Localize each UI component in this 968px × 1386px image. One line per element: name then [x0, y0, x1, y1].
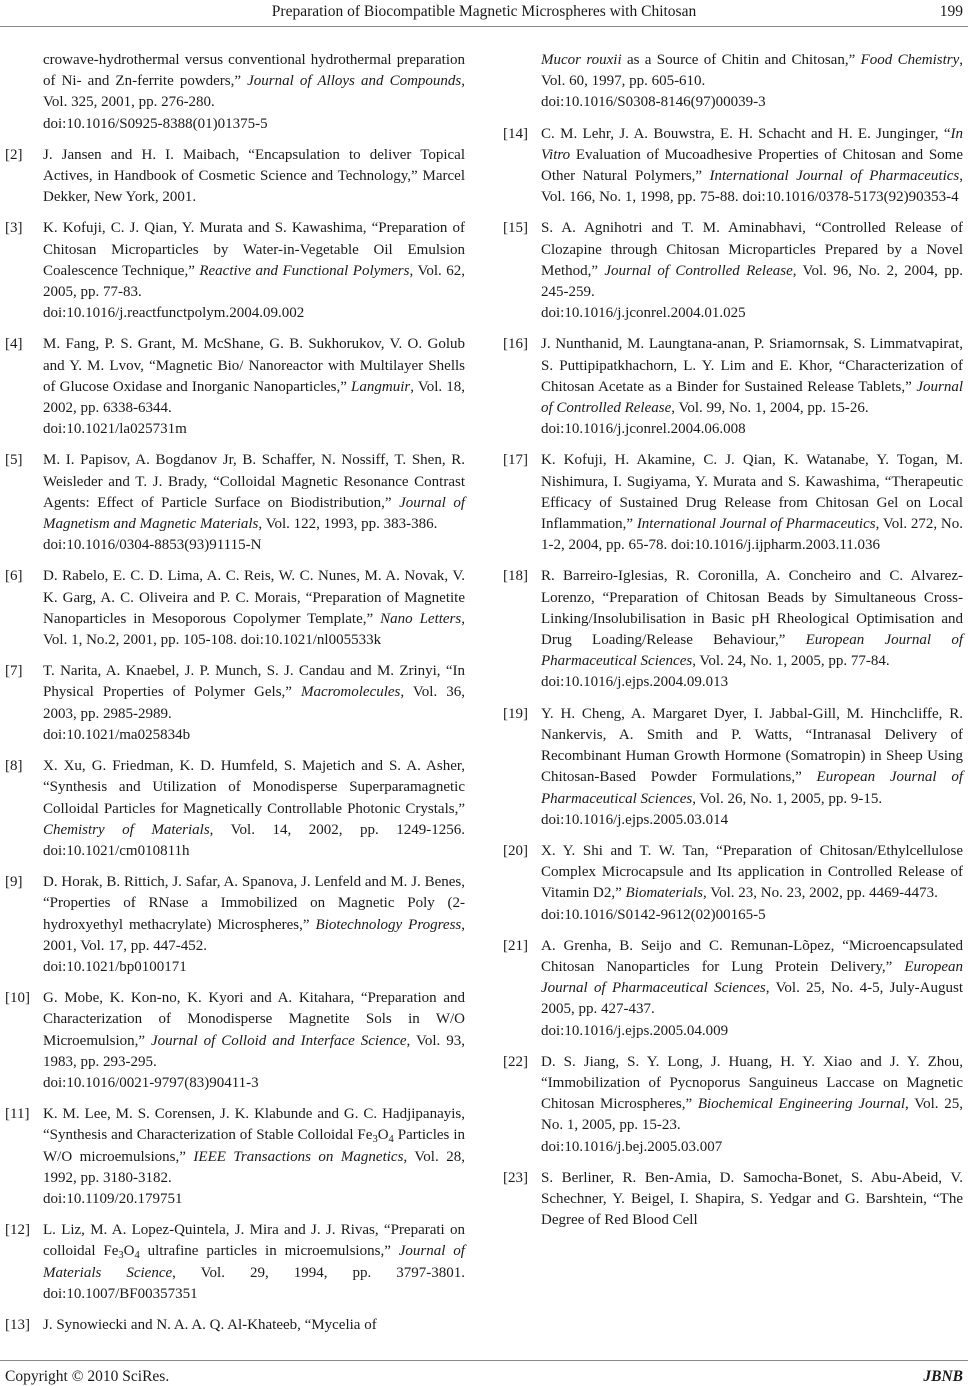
reference-number: [11]	[5, 1106, 30, 1123]
reference-text: , Vol. 28, 1992, pp. 3180-3182.	[43, 1148, 465, 1186]
reference-text: , Vol. 122, 1993, pp. 383-386.	[258, 516, 438, 533]
subscript: 4	[388, 1134, 394, 1146]
reference-number: [3]	[5, 220, 23, 237]
reference-entry	[5, 145, 465, 209]
reference-text: D. Rabelo, E. C. D. Lima, A. C. Reis, W. C. Nunes, M. A. Novak, V. K. Garg, A. C. Oliveira and P. C. Morais, “Preparation of Magnetite Nanoparticles in Mesoporous Copolymer Template,”	[43, 568, 465, 627]
reference-number: [4]	[5, 336, 23, 353]
copyright-notice: Copyright © 2010 SciRes.	[5, 1368, 170, 1385]
reference-number: [23]	[503, 1169, 528, 1186]
journal-title: European Journal of Pharmaceutical Sciences	[541, 632, 963, 670]
reference-body	[43, 758, 465, 859]
reference-doi[interactable]: doi:10.1016/j.ejps.2005.04.009	[541, 1022, 729, 1039]
reference-text: X. Xu, G. Friedman, K. D. Humfeld, S. Majetich and S. A. Asher, “Synthesis and Utilization of Monodisperse Superparamagnetic Colloidal Particles for Magnetically Controllable Photonic Crystals,”	[43, 758, 465, 817]
reference-text: C. M. Lehr, J. A. Bouwstra, E. H. Schacht and H. E. Junginger, “	[541, 125, 951, 142]
reference-body	[541, 220, 963, 300]
reference-body	[541, 568, 963, 669]
reference-number: [10]	[5, 990, 30, 1007]
reference-body	[541, 52, 963, 89]
reference-body	[541, 843, 963, 901]
reference-doi[interactable]: doi:10.1016/0021-9797(83)90411-3	[43, 1074, 259, 1091]
reference-text: , Vol. 62, 2005, pp. 77-83.	[43, 262, 466, 301]
reference-text: L. Liz, M. A. Lopez-Quintela, J. Mira and J. J. Rivas, “Preparati on colloidal Fe	[43, 1222, 465, 1260]
reference-entry	[5, 1220, 465, 1305]
reference-text: J. Jansen and H. I. Maibach, “Encapsulation to deliver Topical Actives, in Handbook of Cosmetic Science and Technology,” Marcel Dekker, New York, 2001.	[43, 146, 465, 206]
reference-number: [9]	[5, 874, 23, 891]
left-column	[5, 50, 465, 1346]
reference-body	[43, 990, 465, 1070]
reference-body	[541, 126, 963, 206]
reference-number: [19]	[503, 705, 528, 722]
reference-body	[43, 568, 465, 648]
reference-body	[43, 874, 465, 954]
journal-title: Chemistry of Materials	[43, 821, 210, 838]
reference-continuation	[503, 50, 963, 114]
reference-number: [14]	[503, 125, 528, 142]
reference-doi[interactable]: doi:10.1021/la025731m	[43, 421, 187, 438]
journal-title: Biotechnology Progress	[315, 916, 462, 933]
reference-text: , Vol. 93, 1983, pp. 293-295.	[43, 1032, 465, 1070]
footer-rule	[0, 1360, 968, 1361]
reference-text: , Vol. 60, 1997, pp. 605-610.	[541, 52, 963, 90]
reference-number: [5]	[5, 452, 23, 469]
reference-text: X. Y. Shi and T. W. Tan, “Preparation of Chitosan/Ethylcellulose Complex Microcapsule and Its application in Controlled Release of Vitamin D2,”	[541, 842, 963, 902]
reference-entry	[5, 450, 465, 556]
reference-number: [21]	[503, 937, 528, 954]
reference-entry	[5, 661, 465, 746]
reference-number: [12]	[5, 1222, 30, 1239]
journal-title: Journal of Materials Science	[43, 1243, 465, 1281]
reference-entry	[5, 756, 465, 862]
reference-entry	[503, 841, 963, 926]
reference-body	[43, 147, 465, 205]
page-header	[0, 0, 968, 28]
journal-title: Reactive and Functional Polymers	[199, 262, 410, 279]
reference-text: T. Narita, A. Knaebel, J. P. Munch, S. J. Candau and M. Zrinyi, “In Physical Properties of Polymer Gels,”	[43, 663, 465, 701]
reference-text: G. Mobe, K. Kon-no, K. Kyori and A. Kitahara, “Preparation and Characterization of Monodisperse Magnetite Sols in W/O Microemulsion,”	[43, 990, 465, 1049]
journal-title: Journal of Controlled Release	[604, 262, 793, 279]
reference-doi[interactable]: doi:10.1016/j.ejps.2004.09.013	[541, 674, 729, 691]
reference-number: [2]	[5, 146, 23, 163]
reference-body	[541, 452, 963, 553]
reference-text: O	[123, 1243, 135, 1260]
reference-doi[interactable]: doi:10.1016/j.jconrel.2004.06.008	[541, 421, 746, 438]
running-title: Preparation of Biocompatible Magnetic Microspheres with Chitosan	[271, 3, 697, 20]
journal-abbreviation: JBNB	[923, 1368, 963, 1385]
reference-body	[43, 1222, 465, 1302]
reference-text: , Vol. 36, 2003, pp. 2985-2989.	[43, 684, 465, 722]
reference-doi[interactable]: doi:10.1016/j.bej.2005.03.007	[541, 1138, 723, 1155]
reference-text: as a Source of Chitin and Chitosan,”	[621, 52, 861, 68]
reference-text: Particles in W/O microemulsions,”	[43, 1127, 465, 1165]
reference-doi[interactable]: doi:10.1016/j.jconrel.2004.01.025	[541, 305, 746, 322]
reference-text: S. A. Agnihotri and T. M. Aminabhavi, “Controlled Release of Clozapine through Chitosan Microparticles Prepared by a Novel Method,”	[541, 220, 963, 279]
reference-number: [22]	[503, 1053, 528, 1070]
reference-entry	[503, 124, 963, 209]
journal-title: Macromolecules	[300, 684, 401, 701]
reference-number: [8]	[5, 758, 23, 775]
journal-title: IEEE Transactions on Magnetics	[193, 1148, 404, 1165]
journal-title: Food Chemistry	[860, 52, 960, 68]
reference-body	[541, 336, 963, 416]
reference-text: , Vol. 26, No. 1, 2005, pp. 9-15.	[692, 790, 883, 807]
reference-number: [6]	[5, 568, 23, 585]
reference-number: [7]	[5, 663, 23, 680]
subscript: 3	[118, 1250, 124, 1262]
subscript: 4	[134, 1250, 140, 1262]
reference-text: , Vol. 272, No. 1-2, 2004, pp. 65-78. doi:10.1016/j.ijpharm.2003.11.036	[541, 516, 963, 554]
reference-body	[541, 1170, 963, 1228]
subscript: 3	[372, 1134, 378, 1146]
header-rule	[0, 26, 968, 27]
reference-text: , Vol. 96, No. 2, 2004, pp. 245-259.	[541, 262, 963, 301]
reference-text: M. Fang, P. S. Grant, M. McShane, G. B. Sukhorukov, V. O. Golub and Y. M. Lvov, “Magnetic Bio/ Nanoreactor with Multilayer Shells of Glucose Oxidase and Inorganic Nanoparticles,”	[43, 336, 465, 395]
reference-text: crowave-hydrothermal versus conventional hydrothermal preparation of Ni- and Zn-ferrite powders,”	[43, 52, 465, 90]
journal-title: Journal of Controlled Release	[541, 378, 963, 417]
journal-title: In Vitro	[541, 125, 963, 163]
reference-doi[interactable]: doi:10.1016/0304-8853(93)91115-N	[43, 537, 262, 554]
reference-entry	[503, 566, 963, 693]
reference-entry	[5, 218, 465, 324]
journal-title: European Journal of Pharmaceutical Sciences	[541, 958, 963, 997]
reference-text: , Vol. 166, No. 1, 1998, pp. 75-88. doi:10.1016/0378-5173(92)90353-4	[541, 168, 963, 206]
reference-entry	[503, 450, 963, 556]
journal-title: European Journal of Pharmaceutical Sciences	[541, 769, 963, 807]
journal-title: Biomaterials	[625, 885, 703, 902]
reference-text: K. Kofuji, C. J. Qian, Y. Murata and S. Kawashima, “Preparation of Chitosan Microparticles by Water-in-Vegetable Oil Emulsion Coalescence Technique,”	[43, 220, 465, 279]
reference-entry	[5, 988, 465, 1094]
reference-doi[interactable]: doi:10.1016/S0142-9612(02)00165-5	[541, 906, 766, 923]
reference-text: , Vol. 99, No. 1, 2004, pp. 15-26.	[671, 400, 869, 417]
journal-title: Mucor rouxii	[541, 52, 622, 68]
reference-entry	[503, 704, 963, 831]
reference-text: , Vol. 325, 2001, pp. 276-280.	[43, 73, 465, 111]
reference-number: [18]	[503, 568, 528, 585]
reference-text: J. Synowiecki and N. A. A. Q. Al-Khateeb, “Mycelia of	[43, 1316, 377, 1333]
reference-body	[43, 1317, 377, 1333]
reference-text: , Vol. 25, No. 4-5, July-August 2005, pp. 427-437.	[541, 980, 963, 1018]
reference-text: , Vol. 18, 2002, pp. 6338-6344.	[43, 378, 466, 417]
reference-text: R. Barreiro-Iglesias, R. Coronilla, A. Concheiro and C. Alvarez-Lorenzo, “Preparation of Chitosan Beads by Simultaneous Cross-Linking/Insolubilisation in Basic pH Rheological Optimisation and Drug Loading/Release Behaviour,”	[541, 568, 963, 649]
reference-entry	[503, 936, 963, 1042]
reference-doi[interactable]: doi:10.1016/S0308-8146(97)00039-3	[541, 94, 766, 111]
reference-text: , Vol. 24, No. 1, 2005, pp. 77-84.	[692, 653, 890, 670]
reference-body	[43, 1106, 465, 1186]
reference-text: , Vol. 14, 2002, pp. 1249-1256. doi:10.1021/cm010811h	[43, 821, 465, 859]
reference-doi[interactable]: doi:10.1016/S0925-8388(01)01375-5	[43, 115, 268, 132]
reference-entry	[503, 1052, 963, 1158]
reference-entry	[5, 566, 465, 651]
reference-body	[43, 663, 465, 721]
reference-text: D. S. Jiang, S. Y. Long, J. Huang, H. Y. Xiao and J. Y. Zhou, “Immobilization of Pycnoporus Sanguineus Laccase on Magnetic Chitosan Microspheres,”	[541, 1053, 963, 1113]
reference-entry	[503, 334, 963, 440]
reference-doi[interactable]: doi:10.1021/bp0100171	[43, 958, 187, 975]
reference-body	[43, 452, 465, 532]
reference-entry	[5, 334, 465, 440]
reference-text: O	[377, 1127, 389, 1144]
reference-number: [13]	[5, 1316, 30, 1333]
reference-doi[interactable]: doi:10.1016/j.reactfunctpolym.2004.09.002	[43, 305, 305, 322]
right-column	[503, 50, 963, 1241]
reference-text: , Vol. 29, 1994, pp. 3797-3801. doi:10.1007/BF00357351	[43, 1264, 465, 1302]
reference-text: D. Horak, B. Rittich, J. Safar, A. Spanova, J. Lenfeld and M. J. Benes, “Properties of RNase a Immobilized on Magnetic Poly (2-hydroxyethyl methacrylate) Microspheres,”	[43, 874, 465, 933]
reference-number: [16]	[503, 336, 528, 353]
page-footer	[0, 1360, 968, 1386]
reference-number: [17]	[503, 452, 528, 469]
reference-number: [15]	[503, 220, 528, 237]
reference-entry	[5, 872, 465, 978]
reference-body	[541, 1054, 963, 1134]
reference-text: M. I. Papisov, A. Bogdanov Jr, B. Schaffer, N. Nossiff, T. Shen, R. Weisleder and T. J. Brady, “Colloidal Magnetic Resonance Contrast Agents: Effect of Particle Surface on Biodistribution,”	[43, 452, 465, 511]
reference-body	[43, 52, 465, 110]
reference-entry	[5, 1315, 465, 1336]
journal-title: International Journal of Pharmaceutics	[636, 516, 876, 533]
reference-doi[interactable]: doi:10.1016/j.ejps.2005.03.014	[541, 811, 729, 828]
reference-doi[interactable]: doi:10.1021/ma025834b	[43, 726, 191, 743]
reference-continuation	[5, 50, 465, 135]
reference-number: [20]	[503, 842, 528, 859]
reference-text: , Vol. 23, No. 23, 2002, pp. 4469-4473.	[703, 885, 938, 902]
reference-text: ultrafine particles in microemulsions,”	[139, 1243, 399, 1260]
reference-text: J. Nunthanid, M. Laungtana-anan, P. Sriamornsak, S. Limmatvapirat, S. Puttipipatkhachorn, L. Y. Lim and E. Khor, “Characterization of Chitosan Acetate as a Binder for Sustained Release Tablets,”	[541, 336, 963, 395]
journal-title: Journal of Magnetism and Magnetic Materials	[43, 494, 465, 533]
reference-text: S. Berliner, R. Ben-Amia, D. Samocha-Bonet, S. Abu-Abeid, V. Schechner, Y. Beigel, I. Shapira, S. Yedgar and G. Barshtein, “The Degree of Red Blood Cell	[541, 1169, 963, 1229]
reference-entry	[5, 1104, 465, 1210]
reference-text: Y. H. Cheng, A. Margaret Dyer, I. Jabbal-Gill, M. Hinchcliffe, R. Nankervis, A. Smith and P. Watts, “Intranasal Delivery of Recombinant Human Growth Hormone (Somatropin) in Sheep Using Chitosan-Based Powder Formulations,”	[541, 705, 963, 786]
reference-text: K. M. Lee, M. S. Corensen, J. K. Klabunde and G. C. Hadjipanayis, “Synthesis and Characterization of Stable Colloidal Fe	[43, 1106, 465, 1144]
journal-title: Nano Letters	[380, 610, 462, 627]
journal-title: Journal of Colloid and Interface Science	[151, 1032, 407, 1049]
reference-text: , Vol. 25, No. 1, 2005, pp. 15-23.	[541, 1096, 963, 1134]
reference-text: A. Grenha, B. Seijo and C. Remunan-Lõpez, “Microencapsulated Chitosan Nanoparticles for Lung Protein Delivery,”	[541, 937, 963, 975]
page-number: 199	[939, 3, 963, 20]
reference-body	[43, 220, 465, 300]
reference-text: , 2001, Vol. 17, pp. 447-452.	[43, 916, 465, 954]
journal-title: Langmuir	[351, 378, 411, 395]
reference-body	[541, 938, 963, 1018]
journal-title: Journal of Alloys and Compounds	[247, 73, 462, 90]
reference-text: Evaluation of Mucoadhesive Properties of Chitosan and Some Other Natural Polymers,”	[541, 146, 963, 185]
reference-text: , Vol. 1, No.2, 2001, pp. 105-108. doi:10.1021/nl005533k	[43, 610, 465, 649]
journal-title: International Journal of Pharmaceutics	[709, 168, 960, 185]
journal-title: Biochemical Engineering Journal	[697, 1096, 906, 1113]
reference-body	[541, 706, 963, 807]
reference-text: K. Kofuji, H. Akamine, C. J. Qian, K. Watanabe, Y. Togan, M. Nishimura, I. Sugiyama, Y. Murata and S. Kawashima, “Therapeutic Efficacy of Sustained Drug Release from Chitosan Gel on Local Inflammation,”	[541, 452, 963, 533]
reference-entry	[503, 218, 963, 324]
reference-doi[interactable]: doi:10.1109/20.179751	[43, 1190, 183, 1207]
reference-body	[43, 336, 465, 416]
reference-entry	[503, 1168, 963, 1232]
